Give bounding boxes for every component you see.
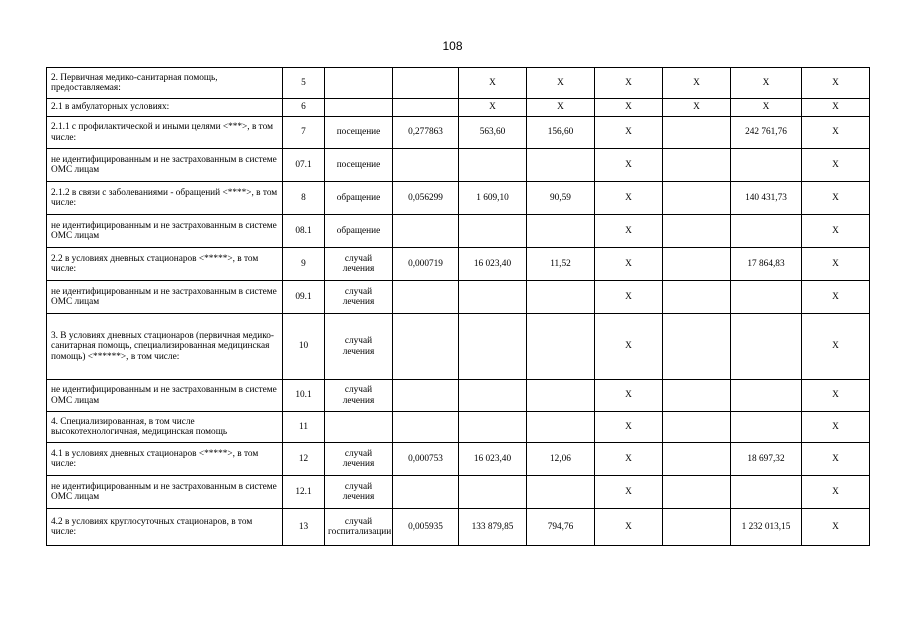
cell-col5 (663, 182, 731, 215)
cell-col2: 16 023,40 (459, 443, 527, 476)
table-row (47, 281, 870, 314)
cell-col5 (663, 117, 731, 149)
table-row (47, 248, 870, 281)
cell-col6 (731, 412, 802, 443)
row-number: 5 (283, 68, 325, 99)
cell-col6 (731, 215, 802, 248)
row-number: 6 (283, 99, 325, 117)
row-number: 10 (283, 314, 325, 380)
cell-col1: 0,277863 (393, 117, 459, 149)
cell-col5 (663, 281, 731, 314)
cell-col1 (393, 99, 459, 117)
cell-col2 (459, 412, 527, 443)
cell-col4: Х (595, 117, 663, 149)
row-unit: случай лечения (325, 248, 393, 281)
cell-col2: 16 023,40 (459, 248, 527, 281)
row-name: 2.1.2 в связи с заболеваниями - обращений <****>, в том числе: (47, 182, 283, 215)
cell-col2 (459, 215, 527, 248)
cell-col7: Х (802, 314, 870, 380)
table-row (47, 314, 870, 380)
cell-col3 (527, 380, 595, 412)
row-name: 4.1 в условиях дневных стационаров <*****>, в том числе: (47, 443, 283, 476)
row-unit (325, 412, 393, 443)
cell-col2 (459, 149, 527, 182)
row-unit (325, 68, 393, 99)
cell-col5 (663, 149, 731, 182)
cell-col4: Х (595, 248, 663, 281)
cell-col3 (527, 215, 595, 248)
cell-col3 (527, 314, 595, 380)
row-name: не идентифицированным и не застрахованным в системе ОМС лицам (47, 215, 283, 248)
page-number: 108 (442, 39, 463, 53)
cell-col5: Х (663, 99, 731, 117)
cell-col1: 0,005935 (393, 509, 459, 546)
cell-col2 (459, 380, 527, 412)
row-name: 3. В условиях дневных стационаров (первичная медико-санитарная помощь, специализированная медицинская помощь) <******>, в том числе: (47, 314, 283, 380)
cell-col1 (393, 149, 459, 182)
cell-col5 (663, 443, 731, 476)
row-name: не идентифицированным и не застрахованным в системе ОМС лицам (47, 380, 283, 412)
cell-col4: Х (595, 476, 663, 509)
row-unit: случай лечения (325, 476, 393, 509)
cell-col6 (731, 149, 802, 182)
cell-col7: Х (802, 380, 870, 412)
row-number: 8 (283, 182, 325, 215)
row-unit: случай лечения (325, 281, 393, 314)
row-name: 2. Первичная медико-санитарная помощь, предоставляемая: (47, 68, 283, 99)
row-name: 2.1 в амбулаторных условиях: (47, 99, 283, 117)
data-table (46, 67, 870, 546)
row-unit: случай лечения (325, 443, 393, 476)
cell-col4: Х (595, 68, 663, 99)
cell-col2: 133 879,85 (459, 509, 527, 546)
cell-col3: 90,59 (527, 182, 595, 215)
cell-col1: 0,000719 (393, 248, 459, 281)
table-row (47, 68, 870, 99)
cell-col6: 242 761,76 (731, 117, 802, 149)
row-number: 07.1 (283, 149, 325, 182)
cell-col1 (393, 412, 459, 443)
cell-col3 (527, 149, 595, 182)
cell-col6: 18 697,32 (731, 443, 802, 476)
row-name: 2.1.1 с профилактической и иными целями <***>, в том числе: (47, 117, 283, 149)
cell-col4: Х (595, 149, 663, 182)
cell-col5 (663, 476, 731, 509)
cell-col5 (663, 314, 731, 380)
row-name: не идентифицированным и не застрахованным в системе ОМС лицам (47, 149, 283, 182)
cell-col4: Х (595, 412, 663, 443)
cell-col2 (459, 476, 527, 509)
row-number: 10.1 (283, 380, 325, 412)
cell-col4: Х (595, 182, 663, 215)
row-number: 13 (283, 509, 325, 546)
cell-col6: 1 232 013,15 (731, 509, 802, 546)
cell-col1 (393, 314, 459, 380)
cell-col7: Х (802, 68, 870, 99)
cell-col5 (663, 412, 731, 443)
cell-col5 (663, 248, 731, 281)
cell-col3 (527, 412, 595, 443)
cell-col7: Х (802, 215, 870, 248)
cell-col4: Х (595, 281, 663, 314)
cell-col5: Х (663, 68, 731, 99)
row-number: 9 (283, 248, 325, 281)
cell-col6: Х (731, 99, 802, 117)
table-row (47, 182, 870, 215)
cell-col1 (393, 380, 459, 412)
row-unit: случай лечения (325, 314, 393, 380)
row-number: 7 (283, 117, 325, 149)
cell-col2 (459, 314, 527, 380)
cell-col3: 794,76 (527, 509, 595, 546)
row-unit: посещение (325, 117, 393, 149)
cell-col4: Х (595, 215, 663, 248)
row-number: 09.1 (283, 281, 325, 314)
row-number: 12 (283, 443, 325, 476)
cell-col4: Х (595, 509, 663, 546)
table-row (47, 117, 870, 149)
cell-col3: Х (527, 68, 595, 99)
cell-col2: Х (459, 68, 527, 99)
cell-col3: 12,06 (527, 443, 595, 476)
row-number: 08.1 (283, 215, 325, 248)
table-row (47, 99, 870, 117)
cell-col7: Х (802, 149, 870, 182)
row-unit: обращение (325, 182, 393, 215)
cell-col1 (393, 281, 459, 314)
cell-col6 (731, 314, 802, 380)
cell-col7: Х (802, 476, 870, 509)
cell-col7: Х (802, 443, 870, 476)
row-name: 2.2 в условиях дневных стационаров <*****>, в том числе: (47, 248, 283, 281)
table-row (47, 443, 870, 476)
cell-col6: Х (731, 68, 802, 99)
row-name: не идентифицированным и не застрахованным в системе ОМС лицам (47, 476, 283, 509)
row-unit (325, 99, 393, 117)
cell-col6: 140 431,73 (731, 182, 802, 215)
cell-col4: Х (595, 99, 663, 117)
row-number: 12.1 (283, 476, 325, 509)
cell-col2: Х (459, 99, 527, 117)
cell-col7: Х (802, 182, 870, 215)
cell-col7: Х (802, 281, 870, 314)
cell-col7: Х (802, 248, 870, 281)
cell-col3: 11,52 (527, 248, 595, 281)
row-name: 4. Специализированная, в том числе высокотехнологичная, медицинская помощь (47, 412, 283, 443)
cell-col2: 563,60 (459, 117, 527, 149)
cell-col6 (731, 281, 802, 314)
cell-col1 (393, 68, 459, 99)
cell-col5 (663, 215, 731, 248)
cell-col6: 17 864,83 (731, 248, 802, 281)
cell-col7: Х (802, 412, 870, 443)
cell-col6 (731, 380, 802, 412)
cell-col3 (527, 281, 595, 314)
row-unit: обращение (325, 215, 393, 248)
cell-col1 (393, 215, 459, 248)
cell-col1 (393, 476, 459, 509)
cell-col4: Х (595, 380, 663, 412)
row-name: 4.2 в условиях круглосуточных стационаров, в том числе: (47, 509, 283, 546)
row-unit: случай госпитализации (325, 509, 393, 546)
cell-col7: Х (802, 117, 870, 149)
table-row (47, 476, 870, 509)
table-row (47, 412, 870, 443)
cell-col6 (731, 476, 802, 509)
row-unit: посещение (325, 149, 393, 182)
cell-col1: 0,056299 (393, 182, 459, 215)
table-row (47, 149, 870, 182)
cell-col7: Х (802, 509, 870, 546)
table-row (47, 215, 870, 248)
cell-col3: Х (527, 99, 595, 117)
cell-col5 (663, 509, 731, 546)
cell-col2: 1 609,10 (459, 182, 527, 215)
cell-col3: 156,60 (527, 117, 595, 149)
cell-col7: Х (802, 99, 870, 117)
cell-col3 (527, 476, 595, 509)
row-number: 11 (283, 412, 325, 443)
table-row (47, 380, 870, 412)
cell-col1: 0,000753 (393, 443, 459, 476)
table-row (47, 509, 870, 546)
cell-col5 (663, 380, 731, 412)
row-unit: случай лечения (325, 380, 393, 412)
cell-col2 (459, 281, 527, 314)
cell-col4: Х (595, 314, 663, 380)
row-name: не идентифицированным и не застрахованным в системе ОМС лицам (47, 281, 283, 314)
cell-col4: Х (595, 443, 663, 476)
